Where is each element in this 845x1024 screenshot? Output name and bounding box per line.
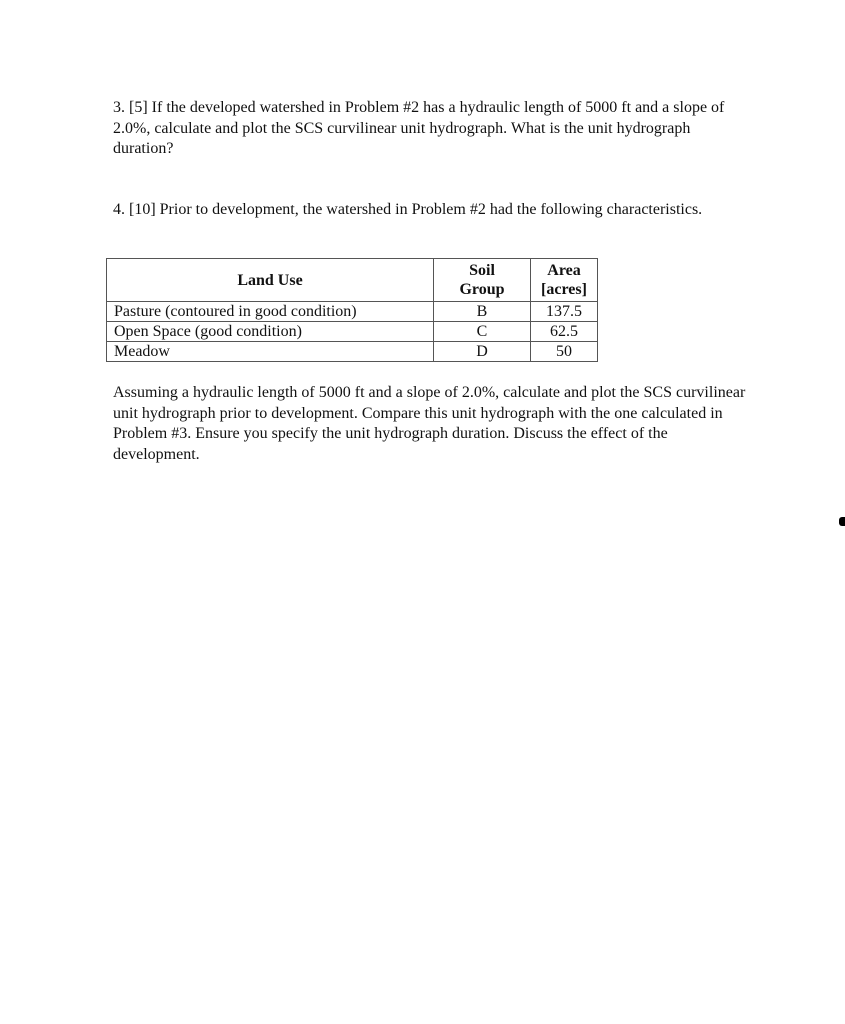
problem-4-intro: 4. [10] Prior to development, the watershed in Problem #2 had the following characteristics. [113, 201, 703, 218]
cell-soil-group: D [434, 342, 531, 362]
table-header-row [107, 259, 598, 302]
header-land-use: Land Use [107, 259, 434, 302]
cell-soil-group: B [434, 302, 531, 322]
header-area-line1: Area [547, 262, 581, 279]
header-soil-group [434, 259, 531, 302]
header-soil-line2: Group [459, 281, 505, 298]
problem-3-text: 3. [5] If the developed watershed in Problem #2 has a hydraulic length of 5000 ft and a slope of 2.0%, calculate and plot the SCS curvilinear unit hydrograph. What is the unit hydrograph duration? [113, 99, 725, 157]
header-area-line2: [acres] [541, 281, 587, 298]
cell-area: 50 [531, 342, 598, 362]
page-edge-mark [839, 517, 845, 526]
cell-area: 137.5 [531, 302, 598, 322]
cell-area: 62.5 [531, 322, 598, 342]
land-use-table [106, 258, 598, 362]
cell-land-use: Meadow [107, 342, 434, 362]
cell-land-use: Open Space (good condition) [107, 322, 434, 342]
problem-4-followup: Assuming a hydraulic length of 5000 ft and a slope of 2.0%, calculate and plot the SCS curvilinear unit hydrograph prior to development. Compare this unit hydrograph with the one calculated in Problem #3. Ensure you specify the unit hydrograph duration. Discuss the effect of the development. [113, 384, 746, 463]
table-row [107, 322, 598, 342]
cell-land-use: Pasture (contoured in good condition) [107, 302, 434, 322]
table-row [107, 302, 598, 322]
header-soil-line1: Soil [469, 262, 495, 279]
header-area [531, 259, 598, 302]
cell-soil-group: C [434, 322, 531, 342]
table-row [107, 342, 598, 362]
